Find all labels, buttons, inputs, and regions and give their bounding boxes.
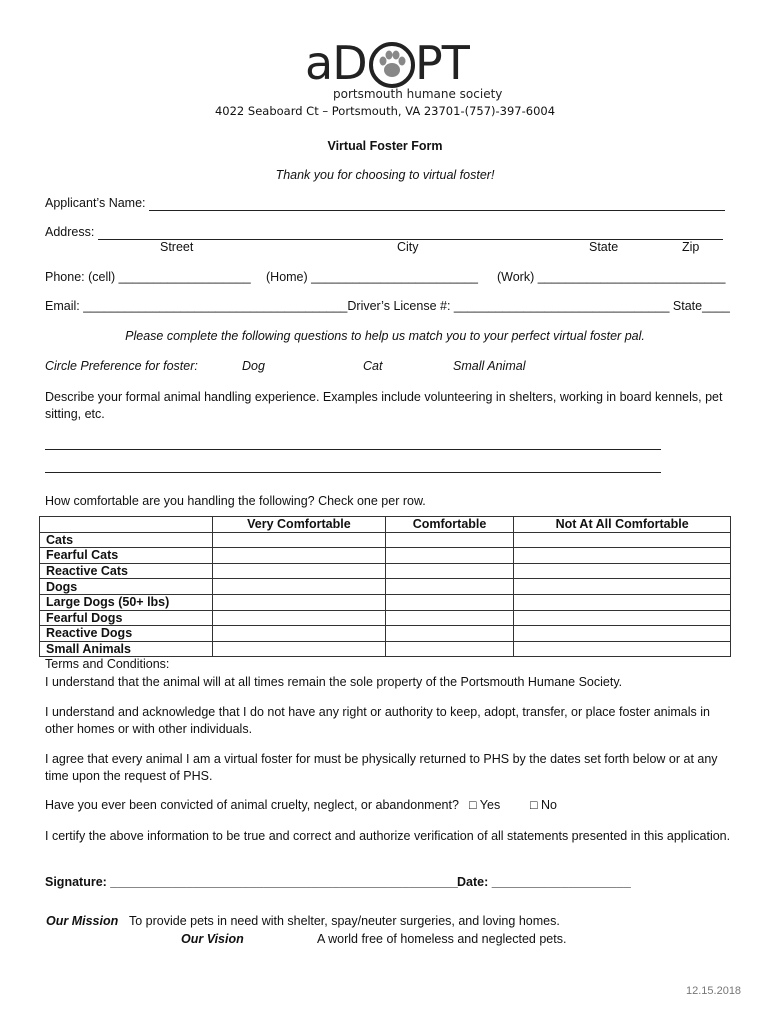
cruelty-yes-checkbox[interactable]: □ Yes [469,798,501,812]
check-cell[interactable] [385,594,513,610]
row-label-fearful-dogs: Fearful Dogs [40,610,213,626]
table-row [40,594,731,610]
applicant-label: Applicant’s Name: [45,196,146,210]
check-cell[interactable] [514,610,731,626]
check-cell[interactable] [213,594,386,610]
address-label: Address: [45,225,95,239]
email-license-row[interactable]: Email: ______________________________________Driver’s License #: _______________________________ State____ [45,299,730,313]
row-label-dogs: Dogs [40,579,213,595]
check-cell[interactable] [514,626,731,642]
terms-p3: I agree that every animal I am a virtual foster for must be physically returned to PHS by the dates set forth below or at any time upon the request of PHS. [45,752,718,783]
city-label: City [397,240,419,254]
document-date: 12.15.2018 [686,985,742,997]
terms-p2: I understand and acknowledge that I do not have any right or authority to keep, adopt, transfer, or place foster animals in other homes or with other individuals. [45,705,710,736]
table-row [40,579,731,595]
experience-question: Describe your formal animal handling experience. Examples include volunteering in shelters, working in board kennels, pet sitting, etc. [45,390,723,421]
experience-answer-line-1[interactable] [45,435,661,450]
date-field[interactable]: Date: ____________________ [457,875,631,889]
logo-text-right: PT [415,36,469,90]
zip-label: Zip [682,240,700,254]
cruelty-question: Have you ever been convicted of animal cruelty, neglect, or abandonment? [45,798,459,812]
row-label-small-animals: Small Animals [40,641,213,657]
check-cell[interactable] [514,548,731,564]
comfort-question: How comfortable are you handling the following? Check one per row. [45,494,426,508]
row-label-fearful-cats: Fearful Cats [40,548,213,564]
preference-label: Circle Preference for foster: [45,359,198,373]
check-cell[interactable] [213,641,386,657]
vision-label: Our Vision [181,932,244,946]
applicant-row [45,196,725,211]
table-row [40,532,731,548]
row-label-cats: Cats [40,532,213,548]
check-cell[interactable] [385,579,513,595]
check-cell[interactable] [213,610,386,626]
check-cell[interactable] [385,641,513,657]
check-cell[interactable] [213,563,386,579]
row-label-large-dogs: Large Dogs (50+ lbs) [40,594,213,610]
header-not-comfortable: Not At All Comfortable [514,517,731,533]
pref-cat[interactable]: Cat [363,359,383,373]
check-cell[interactable] [213,579,386,595]
state-label: State [589,240,619,254]
logo-text-left: aD [305,36,367,90]
org-address: 4022 Seaboard Ct – Portsmouth, VA 23701-(757)-397-6004 [214,104,556,118]
pref-dog[interactable]: Dog [242,359,265,373]
header-very-comfortable: Very Comfortable [213,517,386,533]
address-row [45,225,723,240]
table-row [40,641,731,657]
check-cell[interactable] [213,626,386,642]
check-cell[interactable] [385,610,513,626]
table-row [40,626,731,642]
header-comfortable: Comfortable [385,517,513,533]
check-cell[interactable] [514,532,731,548]
table-row [40,610,731,626]
comfort-table [39,516,731,657]
mission-text: To provide pets in need with shelter, spay/neuter surgeries, and loving homes. [129,914,560,928]
check-cell[interactable] [385,626,513,642]
terms-p1: I understand that the animal will at all times remain the sole property of the Portsmouth Humane Society. [45,675,623,689]
org-name: portsmouth humane society [333,87,503,101]
match-note: Please complete the following questions to help us match you to your perfect virtual foster pal. [125,329,645,343]
check-cell[interactable] [385,548,513,564]
check-cell[interactable] [385,532,513,548]
street-label: Street [160,240,194,254]
check-cell[interactable] [514,579,731,595]
paw-icon [369,42,415,88]
check-cell[interactable] [213,532,386,548]
phone-work-field[interactable]: (Work) ___________________________ [497,270,726,284]
check-cell[interactable] [514,563,731,579]
experience-answer-line-2[interactable] [45,458,661,473]
certify-statement: I certify the above information to be true and correct and authorize verification of all statements presented in this application. [45,829,731,843]
applicant-name-field[interactable] [149,196,725,211]
address-field[interactable] [98,225,723,240]
comfort-table-header [40,517,731,533]
check-cell[interactable] [213,548,386,564]
check-cell[interactable] [514,641,731,657]
row-label-reactive-cats: Reactive Cats [40,563,213,579]
phone-cell-field[interactable]: Phone: (cell) ___________________ [45,270,251,284]
table-row [40,548,731,564]
table-row [40,563,731,579]
check-cell[interactable] [514,594,731,610]
terms-heading: Terms and Conditions: [45,657,170,671]
vision-text: A world free of homeless and neglected pets. [317,932,567,946]
signature-field[interactable]: Signature: __________________________________________________ [45,875,458,889]
cruelty-no-checkbox[interactable]: □ No [530,798,558,812]
header-cell-blank [40,517,213,533]
phone-home-field[interactable]: (Home) ________________________ [266,270,478,284]
form-title: Virtual Foster Form [327,139,443,153]
row-label-reactive-dogs: Reactive Dogs [40,626,213,642]
thanks-note: Thank you for choosing to virtual foster! [275,168,495,182]
check-cell[interactable] [385,563,513,579]
pref-small-animal[interactable]: Small Animal [453,359,526,373]
mission-label: Our Mission [46,914,119,928]
